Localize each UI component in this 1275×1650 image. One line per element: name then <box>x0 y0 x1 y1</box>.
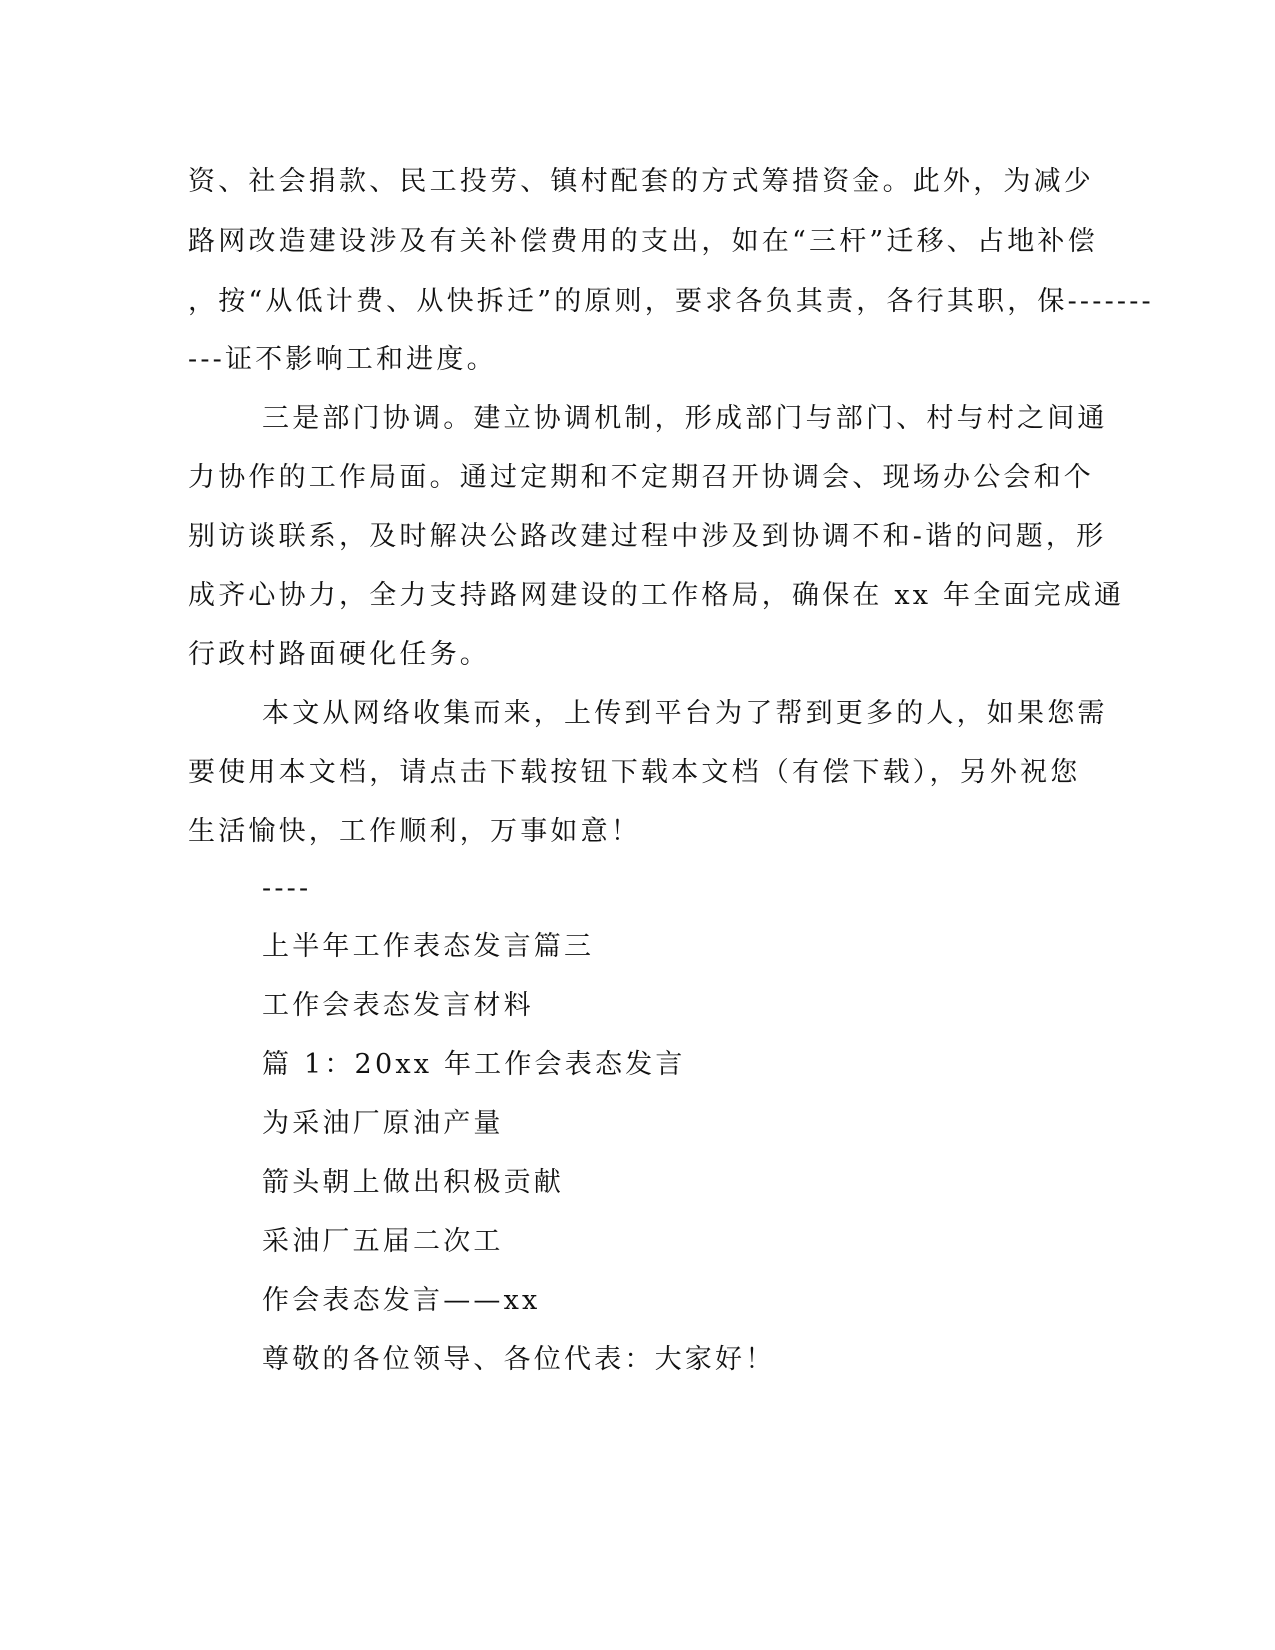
section-heading: 上半年工作表态发言篇三 <box>262 931 595 962</box>
paragraph-line: 生活愉快，工作顺利，万事如意！ <box>188 816 641 847</box>
paragraph-line: 力协作的工作局面。通过定期和不定期召开协调会、现场办公会和个 <box>188 462 1094 493</box>
paragraph-line: 为采油厂原油产量 <box>262 1108 504 1139</box>
paragraph-line: 三是部门协调。建立协调机制，形成部门与部门、村与村之间通 <box>262 403 1108 434</box>
paragraph-line: 作会表态发言——xx <box>262 1285 541 1316</box>
paragraph-line: 箭头朝上做出积极贡献 <box>262 1167 564 1198</box>
paragraph-line: 工作会表态发言材料 <box>262 990 534 1021</box>
paragraph-line: 要使用本文档，请点击下载按钮下载本文档（有偿下载），另外祝您 <box>188 757 1081 788</box>
salutation-line: 尊敬的各位领导、各位代表：大家好！ <box>262 1344 776 1375</box>
paragraph-line: 资、社会捐款、民工投劳、镇村配套的方式筹措资金。此外，为减少 <box>188 166 1094 197</box>
paragraph-line: 本文从网络收集而来，上传到平台为了帮到更多的人，如果您需 <box>262 698 1108 729</box>
separator-line: ---- <box>262 873 312 904</box>
paragraph-line: 别访谈联系，及时解决公路改建过程中涉及到协调不和-谐的问题，形 <box>188 521 1107 552</box>
paragraph-line: 路网改造建设涉及有关补偿费用的支出，如在“三杆”迁移、占地补偿 <box>188 226 1098 257</box>
paragraph-line: 成齐心协力，全力支持路网建设的工作格局，确保在 xx 年全面完成通 <box>188 580 1125 611</box>
paragraph-line: ---证不影响工和进度。 <box>188 344 497 375</box>
paragraph-line: 行政村路面硬化任务。 <box>188 639 490 670</box>
paragraph-line: 篇 1：20xx 年工作会表态发言 <box>262 1049 686 1080</box>
paragraph-line: ，按“从低计费、从快拆迁”的原则，要求各负其责，各行其职，保------- <box>188 286 1154 317</box>
paragraph-line: 采油厂五届二次工 <box>262 1226 504 1257</box>
